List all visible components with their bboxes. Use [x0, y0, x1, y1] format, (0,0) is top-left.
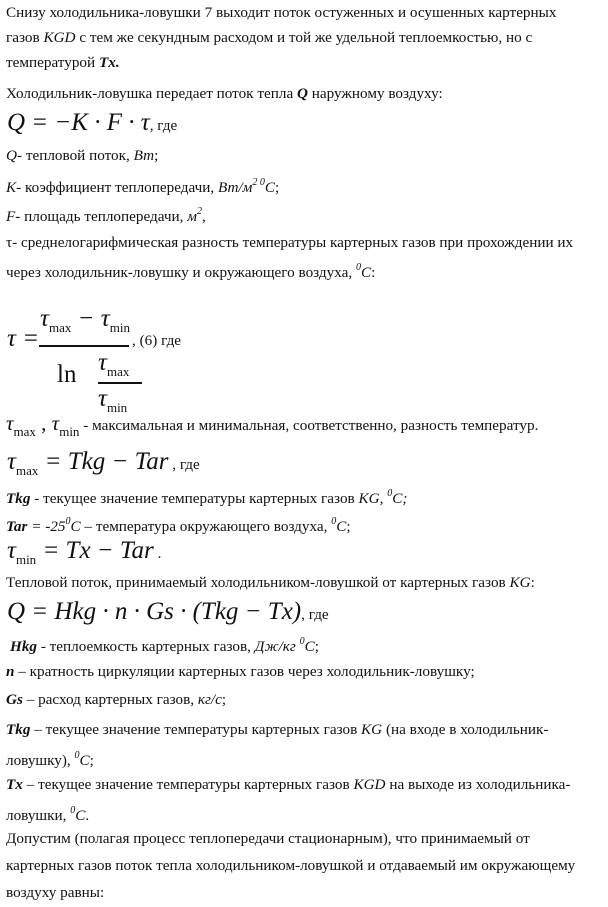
text-run: , (6) где	[132, 332, 182, 349]
text-run: Холодильник-ловушка передает поток тепла	[6, 85, 297, 102]
text-run: .	[153, 545, 162, 562]
unit: м	[187, 208, 197, 225]
unit: C;	[392, 490, 408, 507]
symbol: Tkg	[6, 721, 31, 738]
symbol: Q	[6, 147, 17, 164]
inner-fraction	[98, 348, 148, 415]
ln-operator: ln	[57, 361, 77, 388]
text-run: , где	[149, 117, 178, 134]
symbol: KG,	[358, 490, 388, 507]
symbol-q: Q	[297, 85, 308, 102]
unit: Вт/м	[218, 179, 253, 196]
symbol: Tx	[6, 776, 23, 793]
superscript: 0	[74, 750, 80, 761]
text-run: - теплоемкость картерных газов,	[37, 638, 255, 655]
equation-tau-max	[7, 447, 200, 486]
definition-tau-max-min	[6, 413, 538, 442]
text-run: ;	[89, 752, 94, 769]
definition-tkg-input	[6, 720, 548, 740]
formula: τ =	[7, 325, 40, 352]
equation-6-tail	[132, 331, 181, 351]
symbol: Tar	[6, 518, 28, 535]
definition-tx	[6, 775, 570, 795]
unit: C	[336, 518, 347, 535]
unit: C	[70, 518, 81, 535]
text-run: через холодильник-ловушку и окружающего воздуха,	[6, 264, 356, 281]
formula: τ	[98, 385, 107, 412]
definition-tar	[6, 512, 351, 537]
unit: Вт	[133, 147, 155, 164]
superscript: 2 0	[252, 177, 265, 188]
text-run: Снизу холодильника-ловушки 7 выходит поток остуженных и осушенных картерных	[6, 4, 557, 21]
paragraph-line	[6, 573, 535, 593]
text-run: – температура окружающего воздуха,	[80, 518, 332, 535]
text-run: τ- среднелогарифмическая разность температуры картерных газов при прохождении их	[6, 234, 574, 251]
superscript: 0	[65, 516, 71, 527]
symbol-kgd: KGD	[43, 29, 76, 46]
text-run: температурой	[6, 54, 99, 71]
paragraph-line	[6, 28, 532, 48]
unit: C	[304, 638, 315, 655]
text-run: - текущее значение температуры картерных газов	[30, 490, 359, 507]
symbol: K	[6, 179, 17, 196]
unit: кг/с	[197, 691, 222, 708]
definition-k	[6, 173, 279, 198]
symbol: KG	[361, 721, 383, 738]
formula: τ	[98, 349, 107, 376]
definition-tkg	[6, 484, 407, 509]
equation-heat-flow-gas	[7, 597, 329, 630]
definition-f	[6, 202, 206, 227]
paragraph-line	[6, 829, 530, 849]
formula: τ	[7, 448, 16, 475]
subscript: min	[109, 320, 130, 335]
text-run: ;	[314, 638, 319, 655]
unit: C	[79, 752, 90, 769]
symbol: F	[6, 208, 16, 225]
text-run: – текущее значение температуры картерных газов	[30, 721, 362, 738]
definition-tx	[6, 801, 89, 826]
symbol: , τ	[35, 411, 60, 435]
text-run: ;	[346, 518, 351, 535]
text-run: воздуху равны:	[6, 884, 105, 901]
superscript: 0	[299, 636, 305, 647]
text-run: .	[85, 807, 90, 824]
text-run: , где	[301, 606, 329, 623]
symbol: Hkg	[10, 638, 38, 655]
text-run: ловушки,	[6, 807, 71, 824]
fraction-numerator	[39, 304, 131, 343]
value: -25	[45, 518, 66, 535]
subscript: min	[106, 400, 128, 415]
paragraph-line	[6, 856, 575, 876]
superscript: 0	[387, 488, 393, 499]
paragraph-line	[6, 84, 443, 104]
text-run: картерных газов поток тепла холодильником-ловушкой и отдаваемый им окружающему	[6, 857, 576, 874]
text-run: газов	[6, 29, 44, 46]
definition-gs	[6, 690, 226, 710]
symbol-tx: Tx.	[98, 54, 120, 71]
equation-tau-min	[7, 536, 161, 575]
formula: − τ	[71, 305, 110, 332]
text-run: :	[371, 264, 376, 281]
subscript: min	[59, 424, 80, 439]
text-run: - тепловой поток,	[16, 147, 134, 164]
unit: Дж/кг	[254, 638, 300, 655]
definition-n	[6, 662, 475, 682]
subscript: max	[13, 424, 36, 439]
text-run: - площадь теплопередачи,	[15, 208, 188, 225]
text-run: Тепловой поток, принимаемый холодильником-ловушкой от картерных газов	[6, 574, 510, 591]
formula: Q = Hkg · n · Gs · (Tkg − Tx)	[7, 598, 302, 625]
symbol: Gs	[6, 691, 23, 708]
text-run: ;	[154, 147, 159, 164]
fraction-bar	[39, 345, 129, 347]
superscript: 2	[196, 206, 202, 217]
text-run: – текущее значение температуры картерных газов	[22, 776, 354, 793]
text-run: , где	[168, 456, 200, 473]
equation-heat-flow	[7, 108, 177, 141]
paragraph-line	[6, 883, 104, 903]
definition-tau	[6, 258, 375, 283]
text-run: ;	[221, 691, 227, 708]
text-run: =	[27, 518, 46, 535]
formula: = Tkg − Tar	[38, 448, 169, 475]
formula: τ	[7, 537, 16, 564]
formula: τ	[40, 305, 49, 332]
subscript: max	[15, 463, 39, 478]
subscript: max	[106, 364, 130, 379]
text-run: - коэффициент теплопередачи,	[16, 179, 218, 196]
text-run: ;	[274, 179, 280, 196]
equation-6-lhs	[7, 324, 39, 354]
symbol: n	[6, 663, 15, 680]
text-run: на выходе из холодильника-	[385, 776, 571, 793]
formula: = Tx − Tar	[36, 537, 154, 564]
formula: Q = −K · F · τ	[7, 109, 150, 136]
text-run: ,	[201, 208, 206, 225]
symbol: KGD	[353, 776, 386, 793]
superscript: 0	[331, 516, 337, 527]
text-run: - максимальная и минимальная, соответственно, разность температур.	[79, 417, 539, 434]
text-run: – расход картерных газов,	[22, 691, 198, 708]
definition-tkg-input	[6, 746, 94, 771]
text-run: наружному воздуху:	[307, 85, 443, 102]
subscript: min	[15, 552, 37, 567]
definition-q	[6, 146, 158, 166]
superscript: 0	[355, 262, 361, 273]
paragraph-line	[6, 3, 556, 23]
definition-tau	[6, 233, 573, 253]
unit: C	[75, 807, 86, 824]
unit: C	[360, 264, 372, 281]
text-run: Допустим (полагая процесс теплопередачи стационарным), что принимаемый от	[6, 830, 530, 847]
paragraph-line	[6, 53, 120, 73]
text-run: :	[530, 574, 535, 591]
text-run: ловушку),	[6, 752, 75, 769]
symbol: τ	[6, 411, 14, 435]
symbol: KG	[509, 574, 531, 591]
text-run: – кратность циркуляции картерных газов через холодильник-ловушку;	[14, 663, 475, 680]
text-run: (на входе в холодильник-	[382, 721, 549, 738]
definition-hkg	[10, 632, 319, 657]
superscript: 0	[70, 805, 76, 816]
symbol: Tkg	[6, 490, 31, 507]
subscript: max	[49, 320, 72, 335]
text-run: с тем же секундным расходом и той же удельной теплоемкостью, но с	[75, 29, 533, 46]
unit: C	[264, 179, 275, 196]
